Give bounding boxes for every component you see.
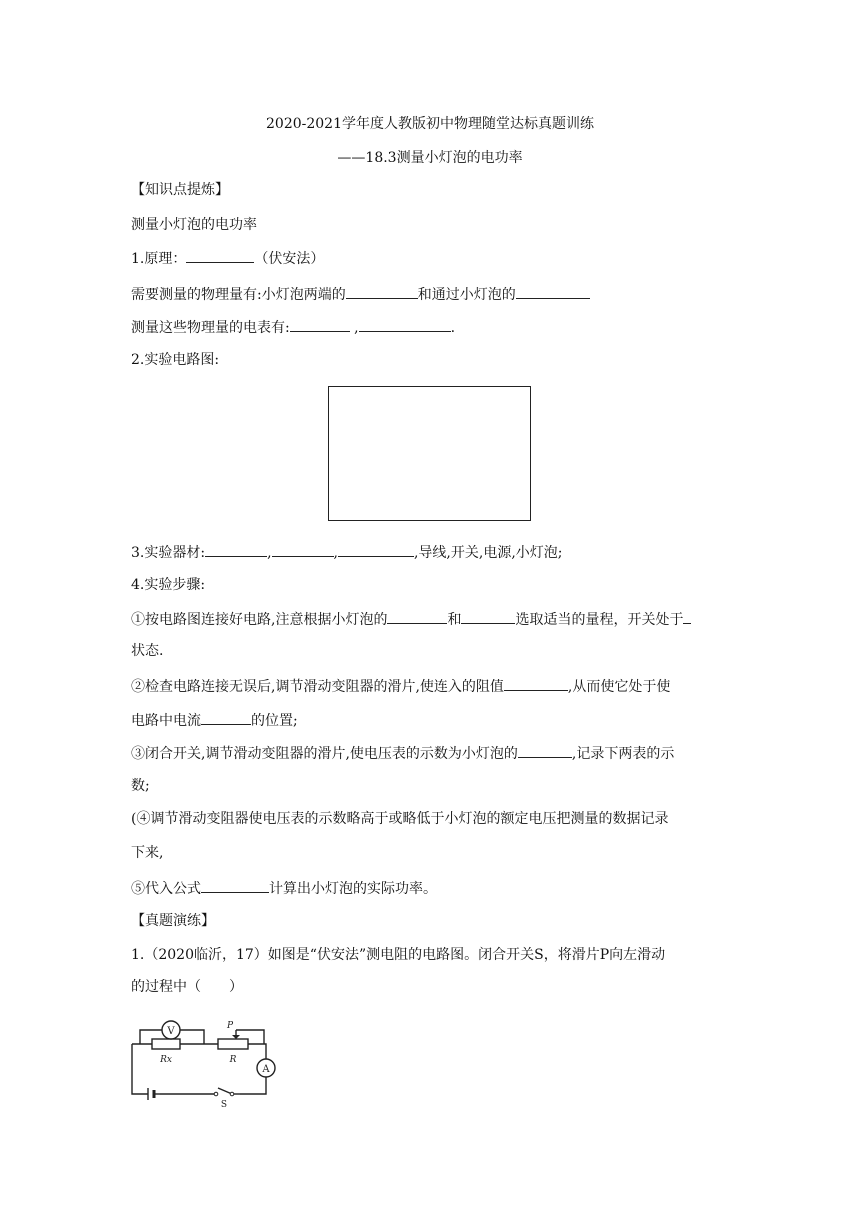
switch-contact-icon bbox=[230, 1092, 234, 1096]
step5-line bbox=[131, 877, 437, 899]
equipment-sep-2: , bbox=[333, 545, 338, 561]
step3-text-b: ,记录下两表的示 bbox=[571, 746, 675, 762]
step2-text-a: ②检查电路连接无误后,调节滑动变阻器的滑片,使连入的阻值 bbox=[131, 679, 504, 695]
step2-line-2 bbox=[131, 709, 298, 731]
ammeter-icon bbox=[257, 1059, 275, 1077]
circuit-diagram bbox=[128, 1018, 288, 1108]
equipment-line bbox=[131, 541, 563, 563]
section-knowledge-heading: 【知识点提炼】 bbox=[131, 182, 229, 198]
quantities-prefix: 需要测量的物理量有:小灯泡两端的 bbox=[131, 287, 346, 303]
document-subtitle: ——18.3测量小灯泡的电功率 bbox=[337, 150, 523, 166]
voltage-blank[interactable] bbox=[346, 283, 418, 299]
equipment-prefix: 3.实验器材: bbox=[131, 545, 206, 561]
equipment-blank-3[interactable] bbox=[338, 541, 414, 557]
rx-label: Rx bbox=[160, 1055, 172, 1065]
equipment-blank-1[interactable] bbox=[205, 541, 267, 557]
principle-blank[interactable] bbox=[186, 247, 254, 263]
step5-text-a: ⑤代入公式 bbox=[131, 881, 201, 897]
voltmeter-label: V bbox=[167, 1026, 175, 1037]
step2-text-d: 的位置; bbox=[251, 713, 298, 729]
meter1-blank[interactable] bbox=[290, 316, 350, 332]
step1-blank-3[interactable] bbox=[683, 608, 691, 624]
voltmeter-icon bbox=[162, 1021, 180, 1039]
step2-line-1 bbox=[131, 675, 670, 697]
quantities-middle: 和通过小灯泡的 bbox=[417, 287, 516, 303]
step3-text-a: ③闭合开关,调节滑动变阻器的滑片,使电压表的示数为小灯泡的 bbox=[131, 746, 518, 762]
question1-line-2: 的过程中（ ） bbox=[131, 979, 243, 995]
circuit-drawing-box[interactable] bbox=[328, 386, 531, 521]
circuit-label: 2.实验电路图: bbox=[131, 352, 220, 368]
step3-blank-1[interactable] bbox=[518, 742, 572, 758]
equipment-blank-2[interactable] bbox=[272, 541, 334, 557]
question1-line-1: 1.（2020临沂，17）如图是“伏安法”测电阻的电路图。闭合开关S，将滑片P向左滑动 bbox=[131, 947, 666, 963]
battery-icon bbox=[148, 1088, 160, 1100]
step3-line-2: 数; bbox=[131, 778, 150, 794]
step4-line-2: 下来, bbox=[131, 845, 164, 861]
current-blank[interactable] bbox=[516, 283, 590, 299]
step1-blank-2[interactable] bbox=[461, 608, 515, 624]
principle-prefix: 1.原理： bbox=[131, 251, 187, 267]
step2-text-c: 电路中电流 bbox=[131, 713, 201, 729]
step3-line-1 bbox=[131, 742, 674, 764]
step1-line-2: 状态. bbox=[131, 643, 164, 659]
meters-line bbox=[131, 316, 455, 338]
step1-line-1 bbox=[131, 608, 691, 630]
step1-blank-1[interactable] bbox=[387, 608, 447, 624]
meters-sep: , bbox=[349, 320, 359, 336]
step5-text-b: 计算出小灯泡的实际功率。 bbox=[269, 881, 437, 897]
section-exam-heading: 【真题演练】 bbox=[131, 913, 215, 929]
meters-end: . bbox=[450, 320, 456, 336]
meter2-blank[interactable] bbox=[359, 316, 451, 332]
steps-label: 4.实验步骤: bbox=[131, 577, 206, 593]
step1-text-b: 和 bbox=[447, 612, 462, 628]
meters-prefix: 测量这些物理量的电表有: bbox=[131, 320, 290, 336]
step2-blank-2[interactable] bbox=[201, 709, 251, 725]
ammeter-label: A bbox=[262, 1064, 270, 1075]
switch-contact-icon bbox=[214, 1092, 218, 1096]
principle-line bbox=[131, 247, 324, 269]
step4-line-1: (④调节滑动变阻器使电压表的示数略高于或略低于小灯泡的额定电压把测量的数据记录 bbox=[131, 811, 669, 827]
equipment-sep-1: , bbox=[267, 545, 272, 561]
r-label: R bbox=[229, 1055, 237, 1065]
step1-text-a: ①按电路图连接好电路,注意根据小灯泡的 bbox=[131, 612, 388, 628]
s-label: S bbox=[220, 1100, 228, 1108]
topic-heading: 测量小灯泡的电功率 bbox=[131, 217, 257, 233]
step2-text-b: ,从而使它处于使 bbox=[567, 679, 671, 695]
step5-blank[interactable] bbox=[201, 877, 269, 893]
quantities-line bbox=[131, 283, 590, 305]
document-title: 2020-2021学年度人教版初中物理随堂达标真题训练 bbox=[266, 116, 594, 132]
equipment-suffix: ,导线,开关,电源,小灯泡; bbox=[413, 545, 563, 561]
p-label: P bbox=[226, 1021, 234, 1031]
principle-suffix: （伏安法） bbox=[254, 251, 325, 267]
step1-text-c: 选取适当的量程，开关处于 bbox=[515, 612, 684, 628]
step2-blank-1[interactable] bbox=[504, 675, 568, 691]
